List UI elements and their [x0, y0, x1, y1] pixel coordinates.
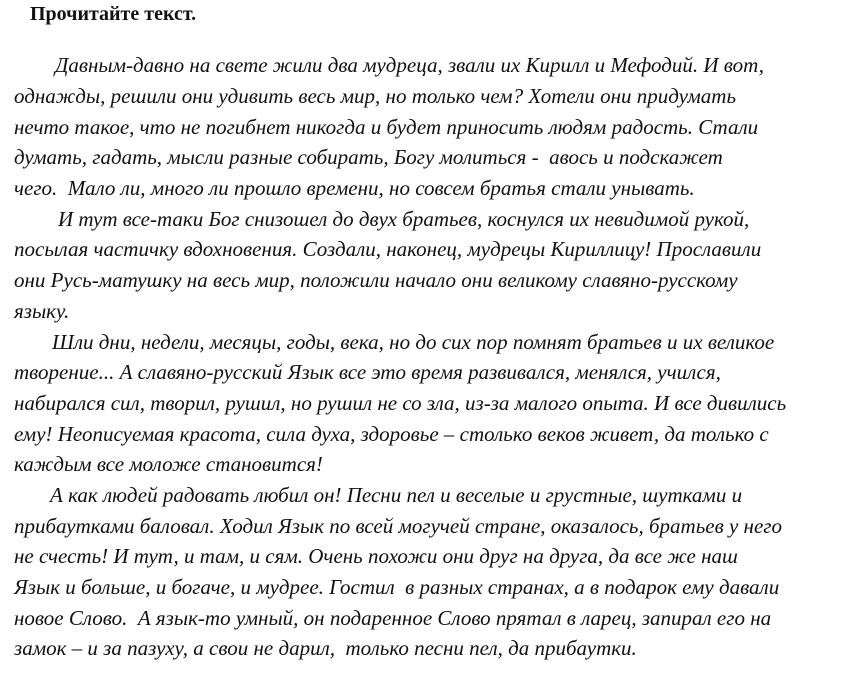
text-line: чего. Мало ли, много ли прошло времени, но совсем братья стали унывать.	[14, 176, 695, 200]
text-line: не счесть! И тут, и там, и сям. Очень похожи они друг на друга, да все же наш	[14, 544, 738, 568]
text-line: творение... А славяно-русский Язык все это время развивался, менялся, учился,	[14, 360, 721, 384]
text-line: каждым все моложе становится!	[14, 452, 323, 476]
text-line: Язык и больше, и богаче, и мудрее. Гостил в разных странах, а в подарок ему давали	[14, 575, 780, 599]
text-line: языку.	[14, 299, 70, 323]
text-line: А как людей радовать любил он! Песни пел и веселые и грустные, шутками и	[50, 483, 743, 507]
document-heading: Прочитайте текст.	[30, 3, 197, 25]
text-line: набирался сил, творил, рушил, но рушил не со зла, из-за малого опыта. И все дивились	[14, 391, 787, 415]
text-line: однажды, решили они удивить весь мир, но только чем? Хотели они придумать	[14, 84, 737, 108]
text-line: Шли дни, недели, месяцы, годы, века, но до сих пор помнят братьев и их великое	[52, 330, 775, 354]
text-line: посылая частичку вдохновения. Создали, наконец, мудрецы Кириллицу! Прославили	[14, 237, 762, 261]
text-line: нечто такое, что не погибнет никогда и будет приносить людям радость. Стали	[14, 115, 759, 139]
text-line: замок – и за пазуху, а свои не дарил, только песни пел, да прибаутки.	[14, 636, 637, 660]
text-line: ему! Неописуемая красота, сила духа, здоровье – столько веков живет, да только с	[14, 422, 769, 446]
text-line: И тут все-таки Бог снизошел до двух братьев, коснулся их невидимой рукой,	[58, 207, 750, 231]
text-line: они Русь-матушку на весь мир, положили начало они великому славяно-русскому	[14, 268, 738, 292]
text-line: Давным-давно на свете жили два мудреца, звали их Кирилл и Мефодий. И вот,	[55, 53, 765, 77]
text-line: новое Слово. А язык-то умный, он подаренное Слово прятал в ларец, запирал его на	[14, 606, 772, 630]
text-line: думать, гадать, мысли разные собирать, Богу молиться - авось и подскажет	[14, 145, 723, 169]
text-line: прибаутками баловал. Ходил Язык по всей могучей стране, оказалось, братьев у него	[14, 514, 782, 538]
